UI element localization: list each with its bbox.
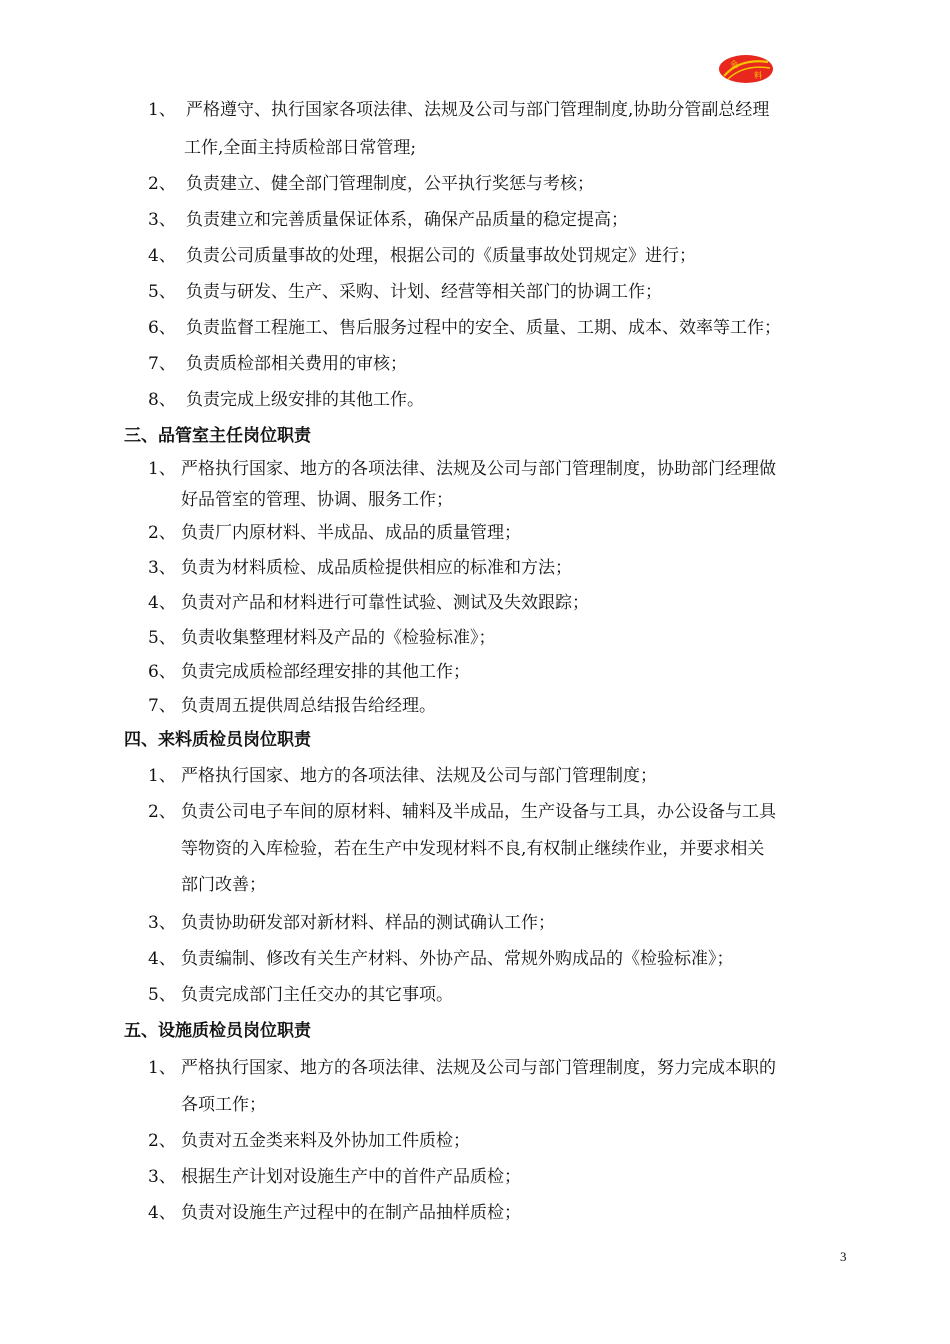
item-text: 负责公司电子车间的原材料、辅料及半成品，生产设备与工具，办公设备与工具 bbox=[181, 802, 776, 822]
item-text: 严格执行国家、地方的各项法律、法规及公司与部门管理制度，协助部门经理做 bbox=[181, 459, 776, 479]
item-continuation: 各项工作； bbox=[181, 1095, 266, 1115]
item-number: 8、 bbox=[148, 390, 176, 410]
item-number: 7、 bbox=[148, 354, 176, 374]
item-number: 3、 bbox=[148, 913, 176, 933]
item-text: 负责公司质量事故的处理，根据公司的《质量事故处罚规定》进行； bbox=[186, 246, 696, 266]
item-number: 3、 bbox=[148, 1167, 176, 1187]
item-text: 负责编制、修改有关生产材料、外协产品、常规外购成品的《检验标准》； bbox=[181, 949, 734, 969]
page-number: 3 bbox=[840, 1249, 847, 1264]
item-number: 7、 bbox=[148, 696, 176, 716]
item-text: 严格遵守、执行国家各项法律、法规及公司与部门管理制度,协助分管副总经理 bbox=[186, 100, 770, 120]
logo-text-right: 料 bbox=[754, 71, 762, 80]
item-text: 负责与研发、生产、采购、计划、经营等相关部门的协调工作； bbox=[186, 282, 662, 302]
item-text: 负责建立和完善质量保证体系，确保产品质量的稳定提高； bbox=[186, 210, 628, 230]
item-number: 4、 bbox=[148, 949, 176, 969]
item-number: 1、 bbox=[148, 459, 176, 479]
item-text: 负责完成上级安排的其他工作。 bbox=[186, 390, 424, 410]
item-continuation: 好品管室的管理、协调、服务工作； bbox=[181, 490, 453, 510]
item-number: 5、 bbox=[148, 985, 176, 1005]
item-text: 负责完成质检部经理安排的其他工作； bbox=[181, 662, 470, 682]
item-number: 2、 bbox=[148, 1131, 176, 1151]
item-number: 4、 bbox=[148, 593, 176, 613]
item-number: 4、 bbox=[148, 1203, 176, 1223]
logo-text-left: 金 bbox=[730, 60, 738, 69]
section-heading: 四、来料质检员岗位职责 bbox=[124, 730, 311, 750]
item-number: 2、 bbox=[148, 523, 176, 543]
company-logo bbox=[718, 54, 774, 84]
item-text: 负责对产品和材料进行可靠性试验、测试及失效跟踪； bbox=[181, 593, 589, 613]
item-text: 严格执行国家、地方的各项法律、法规及公司与部门管理制度，努力完成本职的 bbox=[181, 1058, 776, 1078]
item-number: 1、 bbox=[148, 1058, 176, 1078]
item-number: 5、 bbox=[148, 628, 176, 648]
item-text: 严格执行国家、地方的各项法律、法规及公司与部门管理制度； bbox=[181, 766, 657, 786]
item-continuation: 等物资的入库检验，若在生产中发现材料不良,有权制止继续作业，并要求相关 bbox=[181, 839, 765, 859]
item-number: 2、 bbox=[148, 802, 176, 822]
item-text: 负责对设施生产过程中的在制产品抽样质检； bbox=[181, 1203, 521, 1223]
item-text: 负责质检部相关费用的审核； bbox=[186, 354, 407, 374]
item-number: 4、 bbox=[148, 246, 176, 266]
section-heading: 五、设施质检员岗位职责 bbox=[124, 1021, 311, 1041]
item-text: 负责对五金类来料及外协加工件质检； bbox=[181, 1131, 470, 1151]
item-number: 1、 bbox=[148, 766, 176, 786]
item-text: 负责收集整理材料及产品的《检验标准》； bbox=[181, 628, 496, 648]
item-number: 1、 bbox=[148, 100, 176, 120]
item-number: 6、 bbox=[148, 662, 176, 682]
item-number: 3、 bbox=[148, 558, 176, 578]
item-continuation: 工作,全面主持质检部日常管理; bbox=[184, 138, 417, 158]
item-text: 负责周五提供周总结报告给经理。 bbox=[181, 696, 436, 716]
item-text: 根据生产计划对设施生产中的首件产品质检； bbox=[181, 1167, 521, 1187]
section-heading: 三、品管室主任岗位职责 bbox=[124, 426, 311, 446]
item-text: 负责厂内原材料、半成品、成品的质量管理； bbox=[181, 523, 521, 543]
item-number: 2、 bbox=[148, 174, 176, 194]
item-text: 负责为材料质检、成品质检提供相应的标准和方法； bbox=[181, 558, 572, 578]
item-text: 负责协助研发部对新材料、样品的测试确认工作； bbox=[181, 913, 555, 933]
item-text: 负责完成部门主任交办的其它事项。 bbox=[181, 985, 453, 1005]
item-continuation: 部门改善； bbox=[181, 875, 266, 895]
item-number: 5、 bbox=[148, 282, 176, 302]
item-number: 6、 bbox=[148, 318, 176, 338]
item-text: 负责建立、健全部门管理制度，公平执行奖惩与考核； bbox=[186, 174, 594, 194]
item-number: 3、 bbox=[148, 210, 176, 230]
item-text: 负责监督工程施工、售后服务过程中的安全、质量、工期、成本、效率等工作； bbox=[186, 318, 781, 338]
